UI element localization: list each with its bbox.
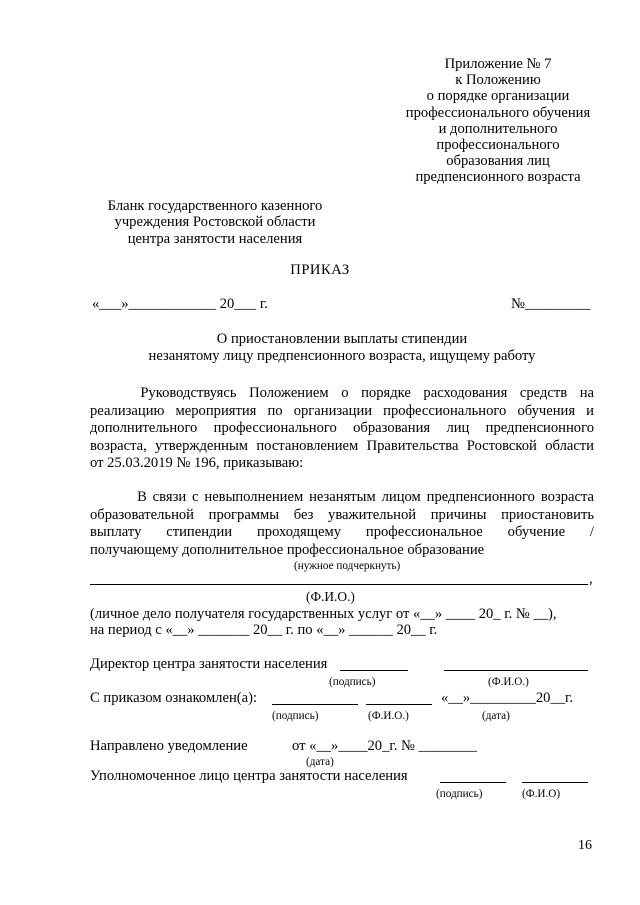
appendix-line: профессионального обучения: [405, 104, 591, 121]
personal-file-line: (личное дело получателя государственных услуг от «__» ____ 20_ г. № __),: [90, 606, 557, 622]
fio-caption: (Ф.И.О.): [306, 589, 355, 604]
appendix-line: профессионального: [436, 137, 560, 154]
paragraph-line: возраста, утвержденным постановлением Правительства Ростовской области: [90, 437, 594, 454]
notice-date-caption: (дата): [306, 756, 334, 768]
acquainted-signature-line: [272, 704, 358, 705]
subject-line: О приостановлении выплаты стипендии: [216, 331, 468, 347]
letterhead-line: Бланк государственного казенного: [107, 198, 323, 214]
paragraph-line: получающему дополнительное профессиональное образование: [90, 541, 485, 558]
director-signature-line: [340, 670, 408, 671]
authorized-fio-caption: (Ф.И.О): [522, 788, 561, 800]
appendix-line: Приложение № 7: [444, 56, 552, 72]
director-fio-line: [444, 670, 588, 671]
acquainted-fio-line: [366, 704, 432, 705]
authorized-signature-caption: (подпись): [436, 788, 483, 800]
order-date: «___»____________ 20___ г.: [92, 296, 268, 312]
director-fio-caption: (Ф.И.О.): [488, 676, 529, 688]
appendix-line: предпенсионного возраста: [415, 169, 581, 186]
acquainted-label: С приказом ознакомлен(а):: [90, 690, 258, 706]
director-label: Директор центра занятости населения: [90, 656, 328, 672]
authorized-signature-line: [440, 782, 506, 783]
letterhead-line: центра занятости населения: [127, 230, 303, 247]
fio-fill-line: [90, 584, 588, 585]
letterhead-block: [88, 198, 342, 247]
appendix-line: к Положению: [455, 72, 541, 89]
appendix-line: о порядке организации: [426, 88, 570, 105]
notice-date: от «__»____20_г. № ________: [292, 738, 477, 754]
order-number: №_________: [511, 296, 591, 312]
hint-underline-caption: (нужное подчеркнуть): [294, 560, 401, 572]
page-number: 16: [578, 838, 592, 853]
authorized-fio-line: [522, 782, 588, 783]
acquainted-fio-caption: (Ф.И.О.): [368, 710, 409, 722]
paragraph-line: выплату стипендии проходящему профессиональное обучение /: [90, 524, 594, 541]
acquainted-date: «__»_________20__г.: [441, 690, 574, 706]
authorized-label: Уполномоченное лицо центра занятости населения: [90, 768, 408, 784]
paragraph-line: дополнительного профессионального образования лиц предпенсионного: [90, 420, 594, 437]
paragraph-basis: [90, 385, 594, 473]
paragraph-decision: [90, 489, 594, 559]
notice-label: Направлено уведомление: [90, 738, 248, 754]
fio-comma: ,: [589, 571, 593, 587]
letterhead-line: учреждения Ростовской области: [114, 214, 316, 231]
subject-line: незанятому лицу предпенсионного возраста, ищущему работу: [148, 348, 536, 364]
acquainted-signature-caption: (подпись): [272, 710, 319, 722]
appendix-line: образования лиц: [446, 153, 550, 170]
paragraph-line: образовательной программы без уважительной причины приостановить: [90, 506, 594, 523]
period-line: на период с «__» _______ 20__ г. по «__» ______ 20__ г.: [90, 622, 438, 638]
appendix-block: [380, 56, 616, 186]
order-subject: [90, 331, 594, 365]
paragraph-line: от 25.03.2019 № 196, приказываю:: [90, 455, 304, 472]
paragraph-line: Руководствуясь Положением о порядке расходования средств на: [90, 385, 594, 401]
acquainted-date-caption: (дата): [482, 710, 510, 722]
document-title: ПРИКАЗ: [290, 262, 350, 278]
paragraph-line: реализацию мероприятия по организации профессионального обучения и: [90, 402, 594, 419]
appendix-line: и дополнительного: [438, 120, 558, 137]
paragraph-line: В связи с невыполнением незанятым лицом предпенсионного возраста: [90, 489, 594, 505]
director-signature-caption: (подпись): [329, 676, 376, 688]
